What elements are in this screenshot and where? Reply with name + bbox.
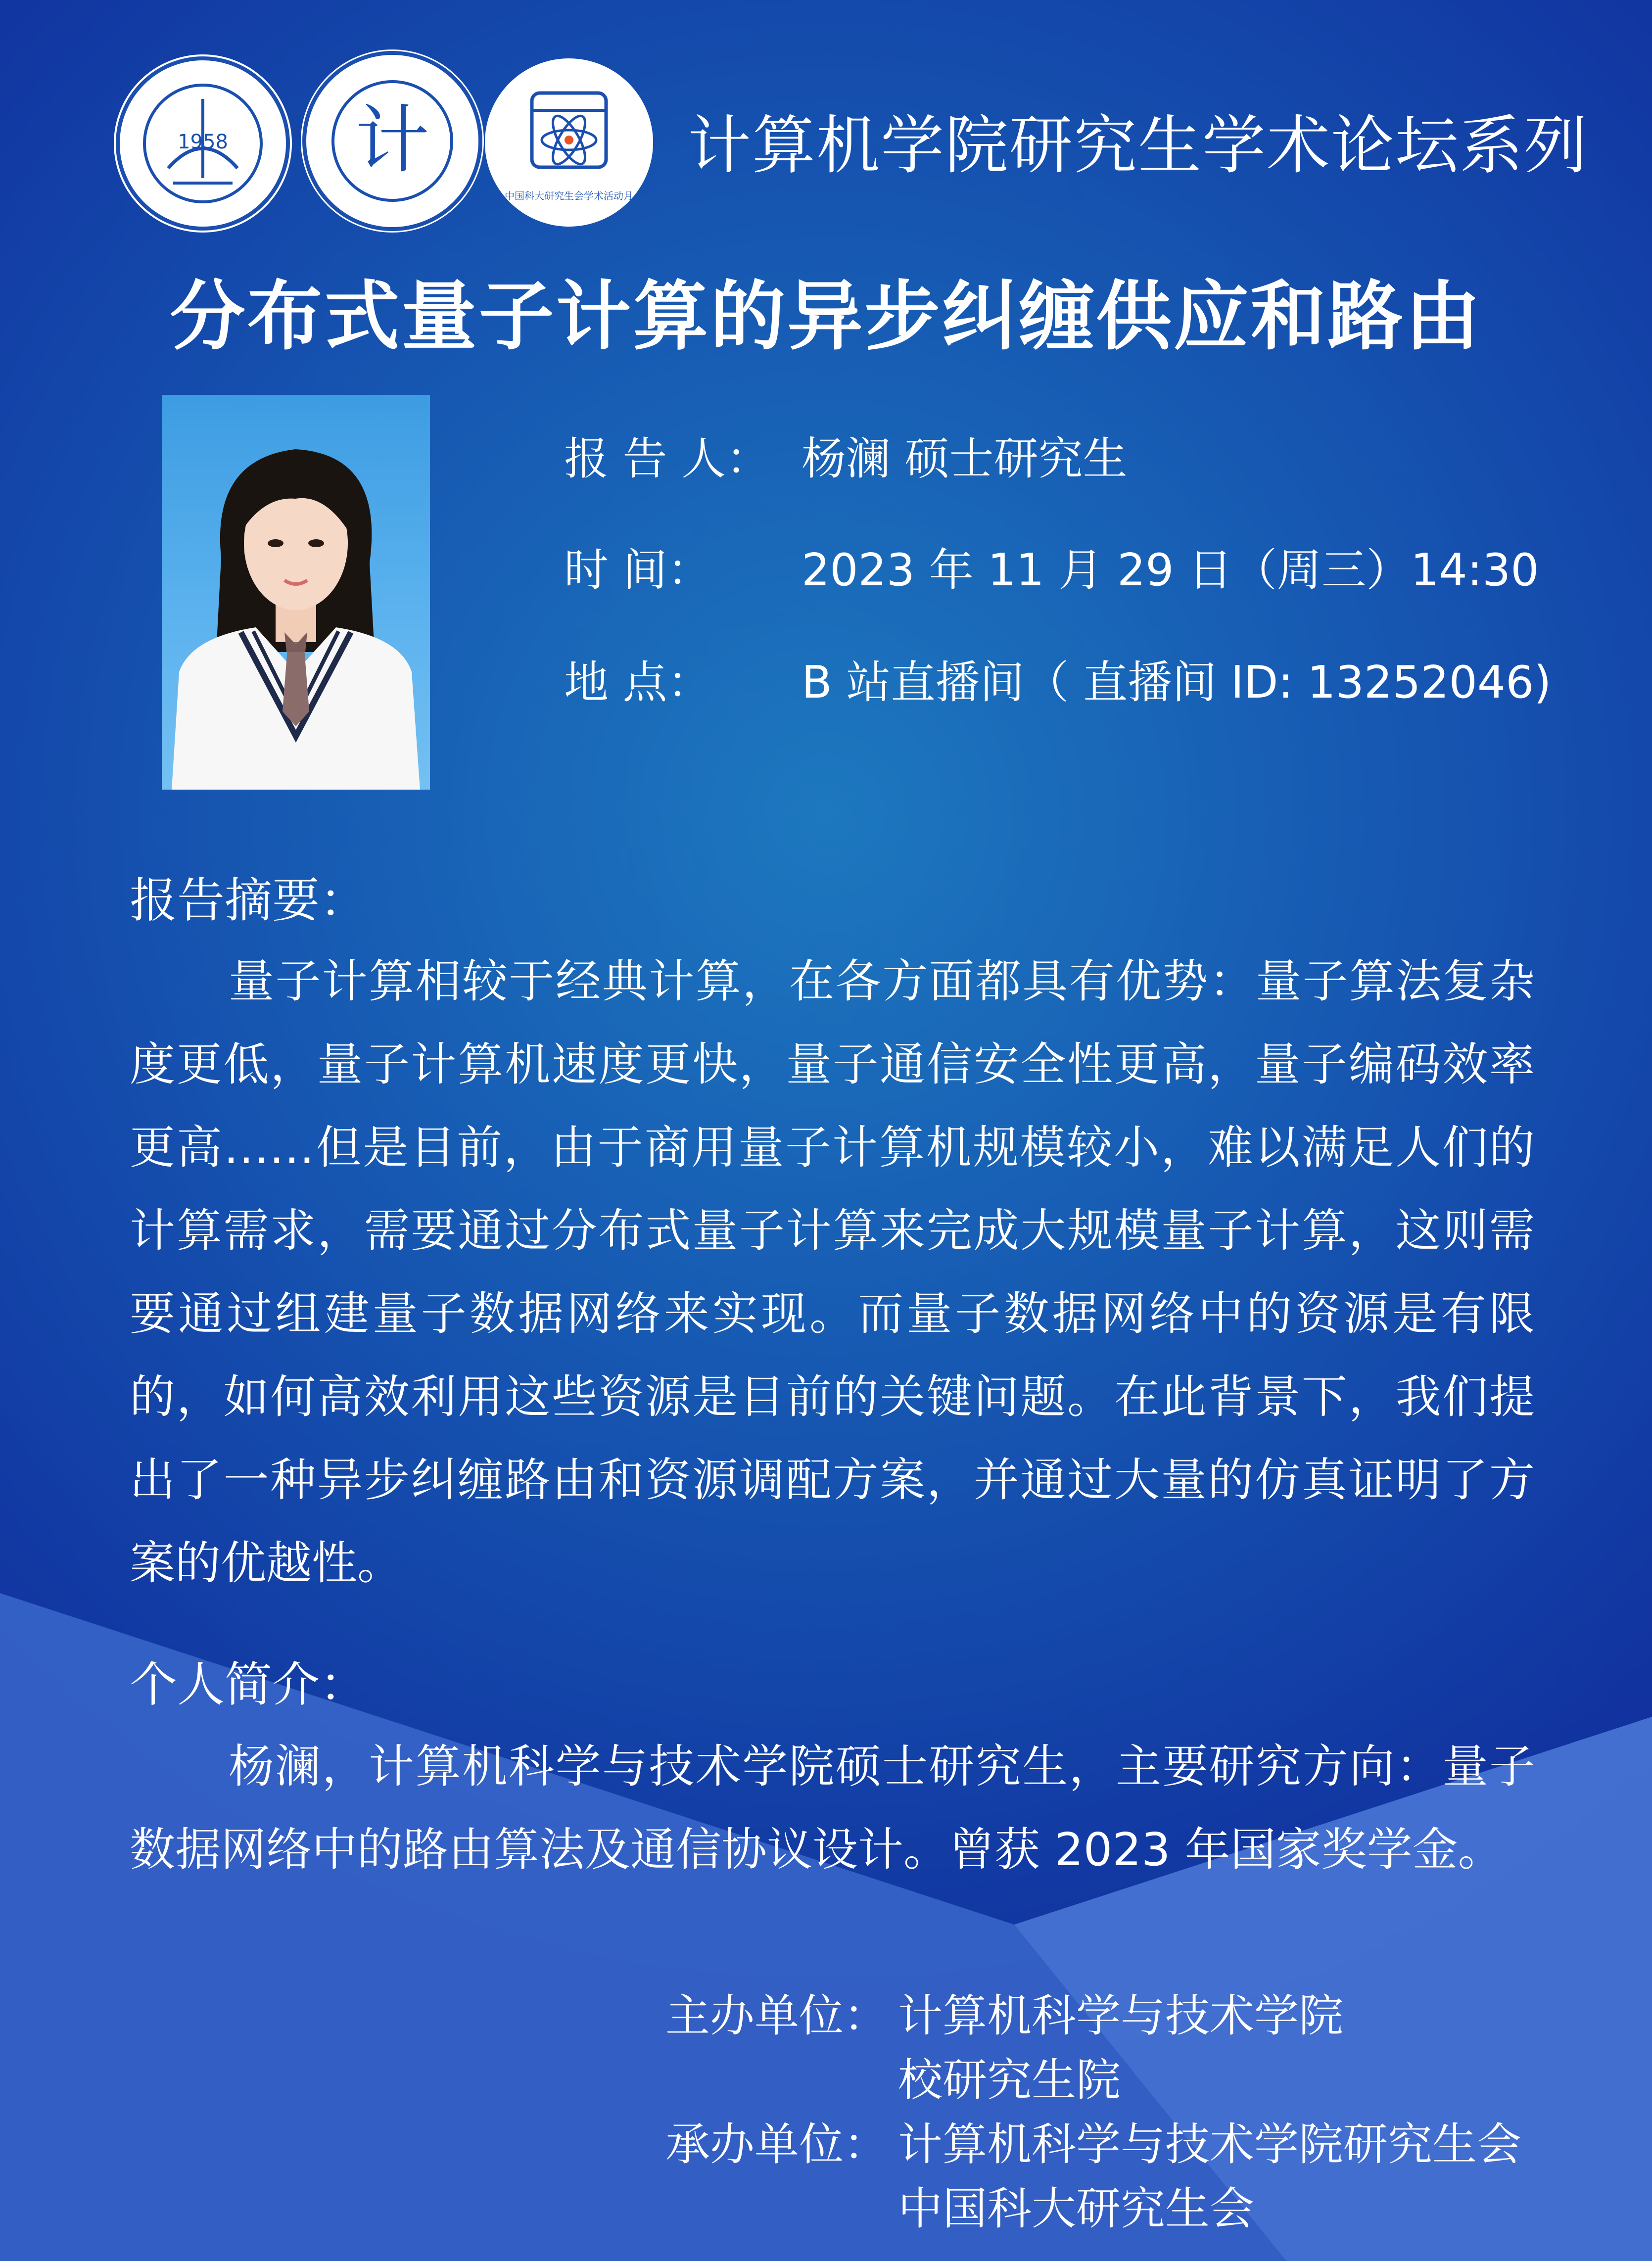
host-org-1: 计算机科学与技术学院 — [898, 1990, 1343, 2042]
logo-center-char: 计 — [355, 97, 430, 184]
academic-month-logo — [485, 58, 653, 227]
co-host-org-2: 中国科大研究生会 — [898, 2183, 1254, 2235]
host-label: 主办单位： — [665, 1990, 888, 2042]
abstract-body: 量子计算相较于经典计算，在各方面都具有优势：量子算法复杂度更低，量子计算机速度更快，量子通信安全性更高，量子编码效率更高……但是目前，由于商用量子计算机规模较小，难以满足人们的计算需求，需要通过分布式量子计算来完成大规模量子计算，这则需要通过组建量子数据网络来实现。而量子数据网络中的资源是有限的，如何高效利用这些资源是目前的关键问题。在此背景下，我们提出了一种异步纠缠路由和资源调配方案，并通过大量的仿真证明了方案的优越性。 — [130, 955, 1535, 1590]
time-value: 2023 年 11 月 29 日（周三）14:30 — [802, 544, 1539, 596]
speaker-photo — [162, 395, 430, 790]
place-label: 地 点： — [564, 657, 712, 708]
ustc-logo — [114, 54, 292, 233]
abstract-heading: 报告摘要： — [130, 873, 367, 928]
time-row — [564, 541, 1539, 600]
speaker-label: 报 告 人： — [564, 433, 771, 485]
co-host-org-1: 计算机科学与技术学院研究生会 — [898, 2119, 1521, 2170]
place-row — [564, 653, 1552, 712]
speaker-row — [564, 429, 1128, 489]
place-value: B 站直播间（ 直播间 ID: 13252046) — [802, 657, 1552, 708]
host-org-2: 校研究生院 — [898, 2054, 1121, 2106]
page-title: 分布式量子计算的异步纠缠供应和路由 — [170, 273, 1482, 360]
time-label: 时 间： — [564, 544, 712, 596]
bio-body: 杨澜，计算机科学与技术学院硕士研究生，主要研究方向：量子数据网络中的路由算法及通信协议设计。曾获 2023 年国家奖学金。 — [130, 1740, 1535, 1876]
series-title: 计算机学院研究生学术论坛系列 — [688, 109, 1589, 183]
logo-bottom-text: 中国科大研究生会学术活动月 — [505, 190, 633, 202]
cs-school-logo — [301, 49, 484, 233]
speaker-value: 杨澜 硕士研究生 — [802, 433, 1128, 485]
co-host-label: 承办单位： — [665, 2119, 888, 2170]
logo-year: 1958 — [178, 131, 228, 153]
bio-heading: 个人简介： — [130, 1657, 367, 1712]
